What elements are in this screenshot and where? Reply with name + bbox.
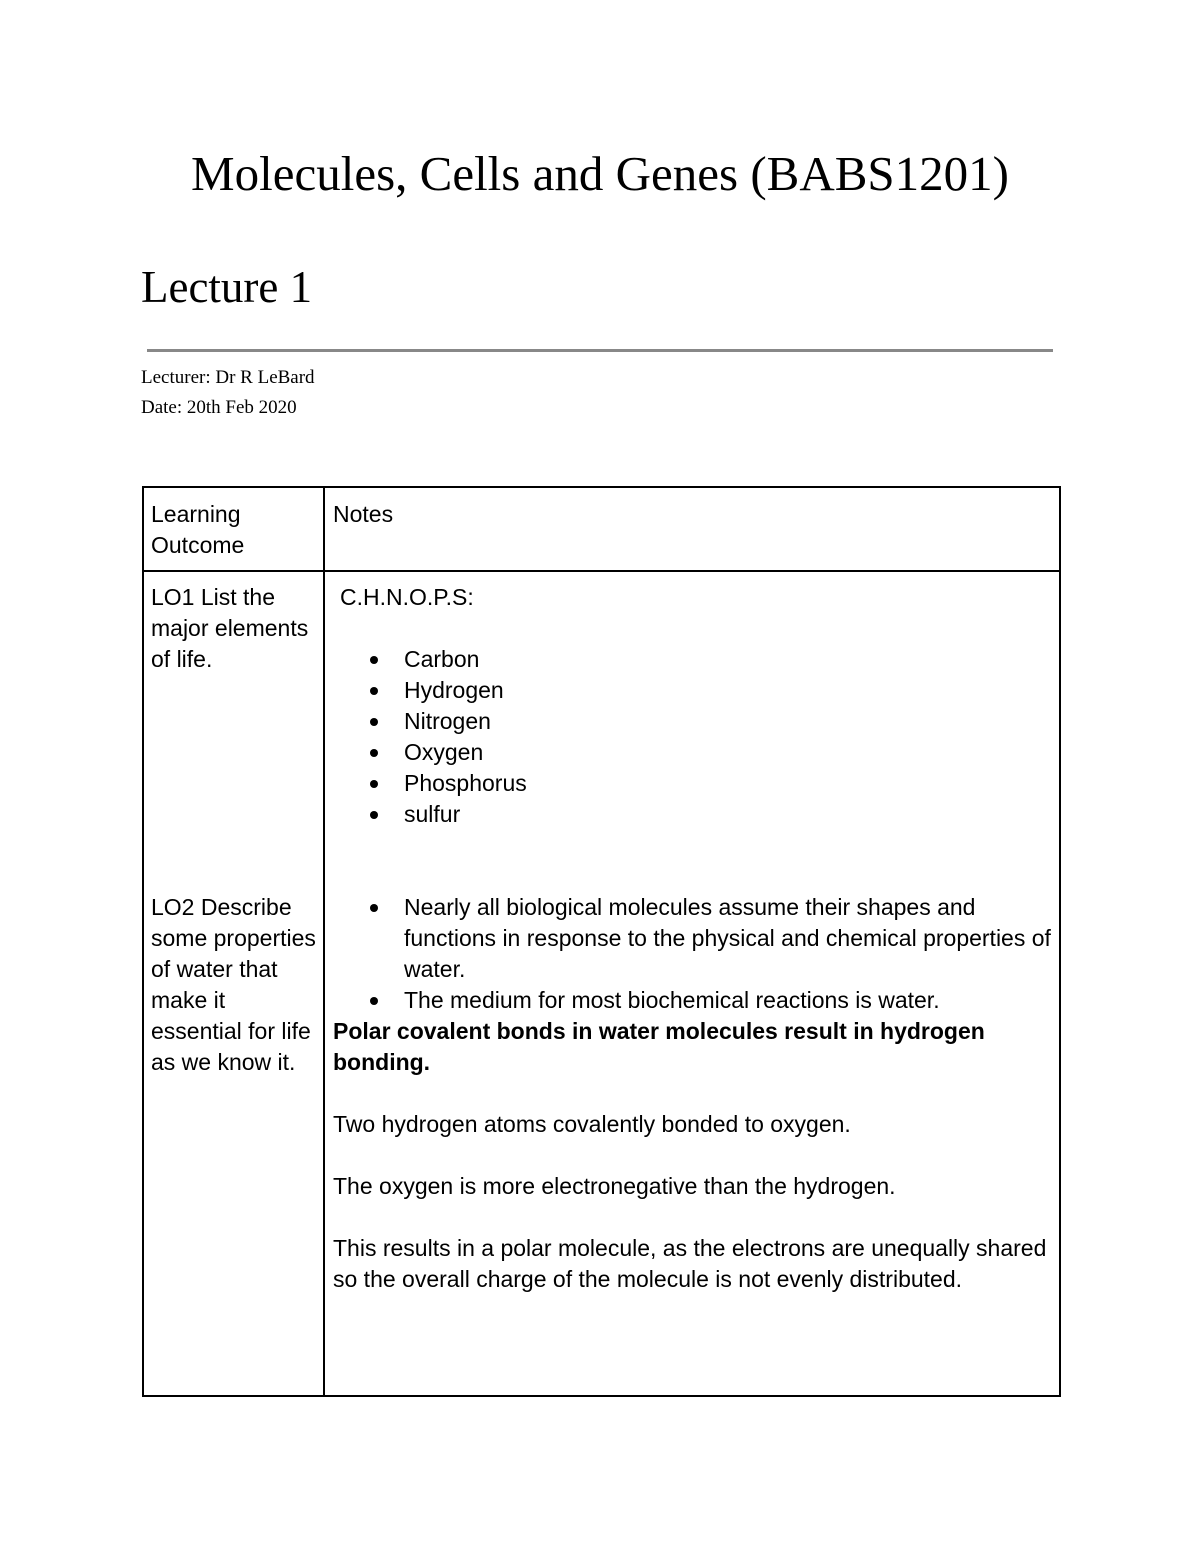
header-learning-outcome: Learning Outcome [151,501,245,558]
notes-table [142,486,1061,1397]
lecturer-line: Lecturer: Dr R LeBard [141,367,315,388]
header-notes: Notes [333,501,394,527]
outcome-lo1: LO1 List the major elements of life. [151,584,309,672]
list-item: sulfur [333,799,1053,830]
column-divider [323,486,325,1397]
paragraph: Two hydrogen atoms covalently bonded to oxygen. [333,1111,851,1137]
horizontal-rule [147,349,1053,352]
notes-lo2 [333,892,1053,1295]
outcome-lo2: LO2 Describe some properties of water that make it essential for life as we know it. [151,894,316,1075]
list-item: Nitrogen [333,706,1053,737]
paragraph: This results in a polar molecule, as the electrons are unequally shared so the overall charge of the molecule is not evenly distributed. [333,1235,1047,1292]
list-item: The medium for most biochemical reactions is water. [333,985,1053,1016]
chnops-intro: C.H.N.O.P.S: [340,584,474,610]
header-divider [142,570,1061,572]
document-title: Molecules, Cells and Genes (BABS1201) [191,146,1009,201]
date-line: Date: 20th Feb 2020 [141,397,297,418]
elements-list [333,644,1053,830]
bold-statement: Polar covalent bonds in water molecules result in hydrogen bonding. [333,1018,985,1075]
water-properties-list [333,892,1053,1016]
list-item: Carbon [333,644,1053,675]
list-item: Hydrogen [333,675,1053,706]
list-item: Phosphorus [333,768,1053,799]
paragraph: The oxygen is more electronegative than the hydrogen. [333,1173,896,1199]
list-item: Nearly all biological molecules assume their shapes and functions in response to the physical and chemical properties of water. [333,892,1053,985]
notes-lo1 [333,582,1053,830]
list-item: Oxygen [333,737,1053,768]
lecture-heading: Lecture 1 [141,262,313,312]
